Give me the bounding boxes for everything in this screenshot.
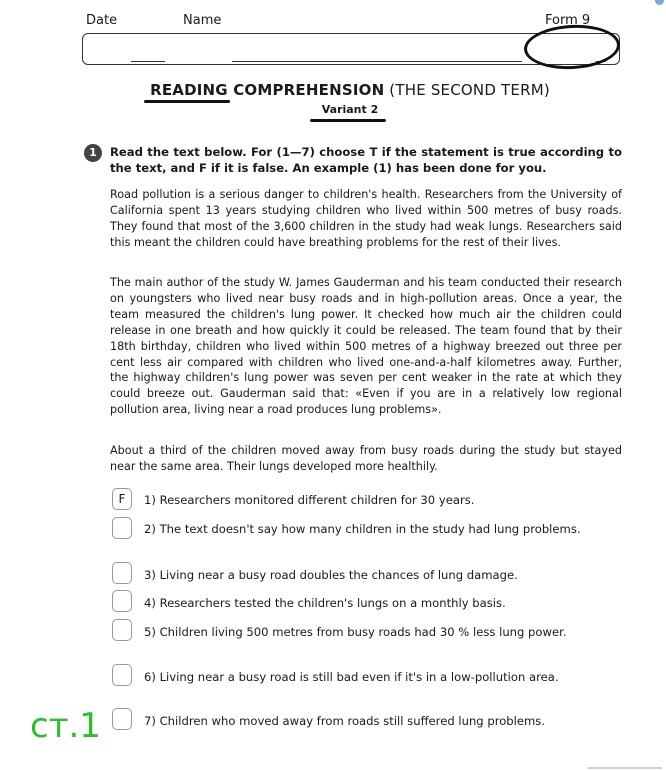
scroll-indicator[interactable] [588,767,662,769]
variant-label: Variant 2 [321,103,379,116]
text-paragraph-3: About a third of the children moved away from busy roads during the study but stayed near the same area. Their lungs developed more healthily. [110,444,622,473]
statement-7: 7) Children who moved away from roads still suffered lung problems. [144,714,546,728]
answer-box-4[interactable] [112,590,132,612]
page-title [0,81,666,99]
answer-box-1[interactable]: F [112,488,132,510]
name-line [232,61,522,62]
task-number-badge: 1 [84,144,102,162]
answer-box-6[interactable] [112,664,132,686]
answer-box-7[interactable] [112,708,132,730]
page-number-annotation: ст.1 [30,706,101,746]
answer-box-5[interactable] [112,619,132,641]
variant-underline-mark [310,119,386,122]
name-label: Name [183,13,222,28]
title-rest: (THE SECOND TERM) [389,81,550,99]
date-line [131,61,165,62]
answer-box-2[interactable] [112,517,132,539]
form-label: Form 9 [545,13,591,28]
date-label: Date [86,13,118,28]
statement-2: 2) The text doesn't say how many children in the study had lung problems. [144,522,581,536]
statement-1: 1) Researchers monitored different children for 30 years. [144,493,475,507]
text-paragraph-1: Road pollution is a serious danger to children's health. Researchers from the University of California spent 13 years studying children who lived within 500 metres of busy roads. They found that most of the 3,600 children in the study had weak lungs. Researchers said this meant the children could have breathing problems for the rest of their lives. [110,188,622,249]
text-paragraph-2: The main author of the study W. James Gauderman and his team conducted their research on youngsters who lived near busy roads and in high-pollution areas. Once a year, the team measured the children's lung power. It checked how much air the children could release in one breath and how quickly it could be released. The team found that by their 18th birthday, children who lived within 500 metres of a highway breezed out three per cent less air compared with children who lived one-and-a-half kilometres away. Further, the highway children's lung power was seven per cent weaker in the rate at which they could breeze out. Gauderman said that: «Even if you are in a relatively low regional pollution area, living near a road produces lung problems». [110,276,622,417]
title-bold: READING COMPREHENSION [150,81,385,99]
task-instruction: Read the text below. For (1—7) choose T if the statement is true according to the text, and F if it is false. An example (1) has been done for you. [110,145,622,175]
statement-3: 3) Living near a busy road doubles the chances of lung damage. [144,568,518,582]
statement-4: 4) Researchers tested the children's lungs on a monthly basis. [144,596,506,610]
statement-6: 6) Living near a busy road is still bad even if it's in a low-pollution area. [144,670,559,684]
corner-indicator-icon [655,0,664,5]
statement-5: 5) Children living 500 metres from busy roads had 30 % less lung power. [144,625,567,639]
answer-box-3[interactable] [112,562,132,584]
